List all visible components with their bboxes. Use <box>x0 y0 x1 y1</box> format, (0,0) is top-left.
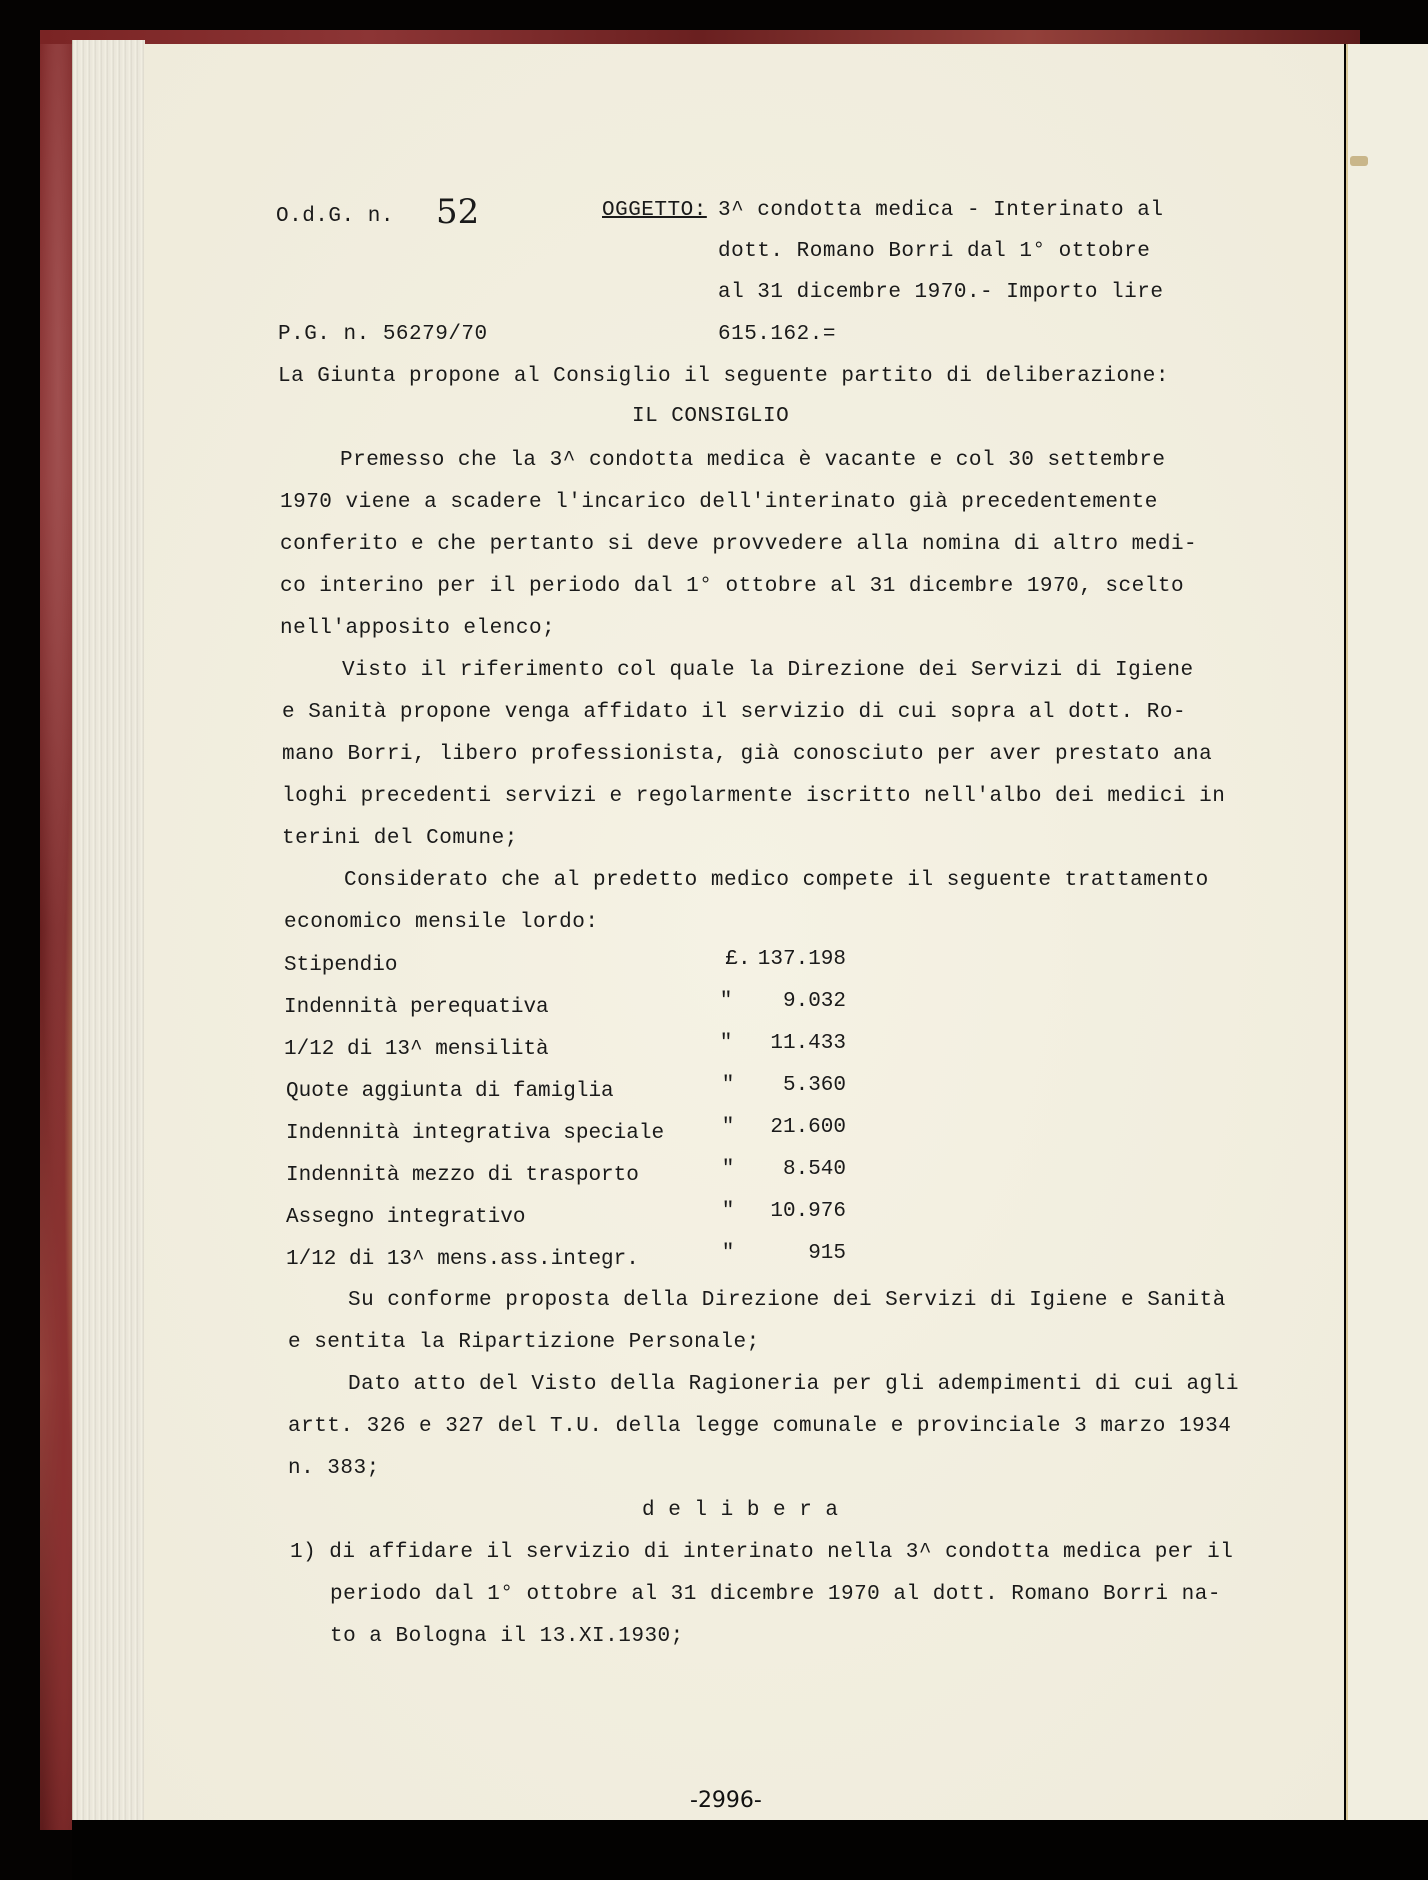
salary-value: 9.032 <box>782 990 846 1013</box>
visto-line-2: e Sanità propone venga affidato il servizio di cui sopra al dott. Ro- <box>282 701 1187 724</box>
staple-mark <box>1350 156 1368 166</box>
salary-value: 11.433 <box>770 1032 846 1055</box>
next-page-edge <box>1346 44 1428 1820</box>
salary-label: Stipendio <box>284 954 398 977</box>
salary-label: Indennità integrativa speciale <box>286 1122 665 1145</box>
currency-symbol: £. <box>725 948 751 971</box>
salary-value: 137.198 <box>757 948 846 971</box>
salary-label: 1/12 di 13^ mens.ass.integr. <box>286 1248 639 1271</box>
salary-value: 8.540 <box>782 1158 846 1181</box>
resolution-1-line-1: 1) di affidare il servizio di interinato nella 3^ condotta medica per il <box>290 1541 1234 1564</box>
oggetto-label: OGGETTO: <box>602 199 707 222</box>
salary-label: Assegno integrativo <box>286 1206 526 1229</box>
salary-value: 5.360 <box>782 1074 846 1097</box>
premesso-line-2: 1970 viene a scadere l'incarico dell'interinato già precedentemente <box>280 491 1158 514</box>
ditto-mark: " <box>721 1158 735 1181</box>
su-conforme-line-2: e sentita la Ripartizione Personale; <box>288 1331 760 1354</box>
su-conforme-line-1: Su conforme proposta della Direzione dei Servizi di Igiene e Sanità <box>348 1289 1226 1312</box>
oggetto-line-3: al 31 dicembre 1970.- Importo lire <box>718 281 1164 304</box>
odg-number: 52 <box>436 192 480 232</box>
premesso-line-4: co interino per il periodo dal 1° ottobre al 31 dicembre 1970, scelto <box>280 575 1185 598</box>
delibera-heading: d e l i b e r a <box>642 1499 839 1522</box>
page-stack-edges <box>72 40 145 1820</box>
ditto-mark: " <box>721 1242 735 1265</box>
background-bottom <box>72 1820 1428 1880</box>
odg-label: O.d.G. n. <box>276 205 394 228</box>
resolution-1-line-2: periodo dal 1° ottobre al 31 dicembre 1970 al dott. Romano Borri na- <box>330 1583 1221 1606</box>
dato-atto-line-1: Dato atto del Visto della Ragioneria per gli adempimenti di cui agli <box>348 1373 1239 1396</box>
salary-value: 915 <box>808 1242 846 1265</box>
salary-value: 10.976 <box>770 1200 846 1223</box>
dato-atto-line-3: n. 383; <box>288 1457 380 1480</box>
oggetto-line-2: dott. Romano Borri dal 1° ottobre <box>718 240 1151 263</box>
ditto-mark: " <box>719 990 733 1013</box>
premesso-line-3: conferito e che pertanto si deve provvedere alla nomina di altro medi- <box>280 533 1198 556</box>
pg-number: P.G. n. 56279/70 <box>278 323 488 346</box>
ditto-mark: " <box>721 1116 735 1139</box>
premesso-line-1: Premesso che la 3^ condotta medica è vacante e col 30 settembre <box>340 449 1166 472</box>
resolution-1-line-3: to a Bologna il 13.XI.1930; <box>330 1625 684 1648</box>
considerato-line-1: Considerato che al predetto medico compete il seguente trattamento <box>344 869 1209 892</box>
visto-line-5: terini del Comune; <box>282 827 518 850</box>
visto-line-4: loghi precedenti servizi e regolarmente iscritto nell'albo dei medici in <box>282 785 1226 808</box>
salary-label: Quote aggiunta di famiglia <box>286 1080 614 1103</box>
considerato-line-2: economico mensile lordo: <box>284 911 599 934</box>
salary-label: Indennità perequativa <box>284 996 549 1019</box>
page-number: -2996- <box>690 1788 762 1813</box>
salary-label: Indennità mezzo di trasporto <box>286 1164 639 1187</box>
intro-text: La Giunta propone al Consiglio il seguente partito di deliberazione: <box>278 365 1169 388</box>
salary-value: 21.600 <box>770 1116 846 1139</box>
book-cover-top-edge <box>40 30 1360 44</box>
ditto-mark: " <box>721 1074 735 1097</box>
salary-label: 1/12 di 13^ mensilità <box>284 1038 549 1061</box>
document-page <box>144 44 1344 1820</box>
oggetto-line-4: 615.162.= <box>718 323 836 346</box>
oggetto-line-1: 3^ condotta medica - Interinato al <box>718 199 1164 222</box>
council-heading: IL CONSIGLIO <box>632 405 790 428</box>
ditto-mark: " <box>721 1200 735 1223</box>
visto-line-3: mano Borri, libero professionista, già conosciuto per aver prestato ana <box>282 743 1213 766</box>
dato-atto-line-2: artt. 326 e 327 del T.U. della legge comunale e provinciale 3 marzo 1934 <box>288 1415 1232 1438</box>
premesso-line-5: nell'apposito elenco; <box>280 617 556 640</box>
visto-line-1: Visto il riferimento col quale la Direzione dei Servizi di Igiene <box>342 659 1194 682</box>
ditto-mark: " <box>719 1032 733 1055</box>
